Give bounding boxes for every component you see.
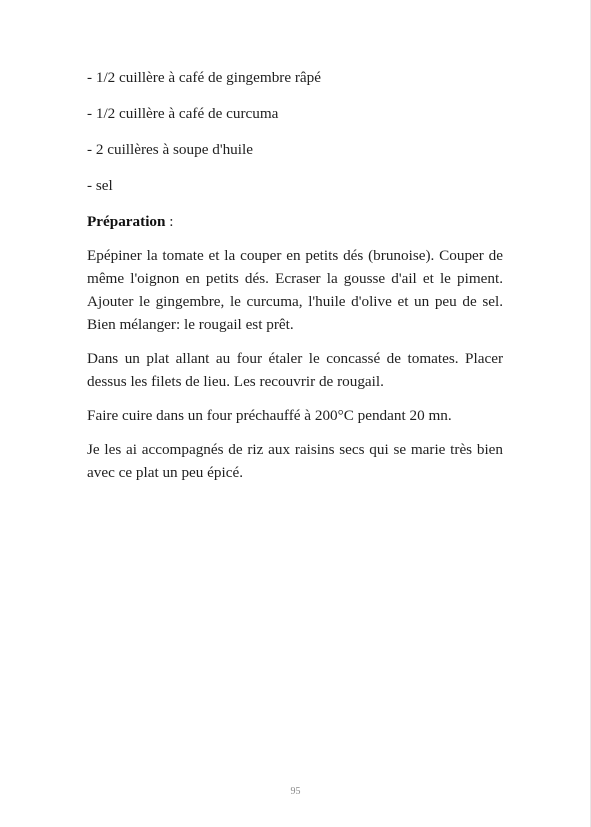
preparation-steps (87, 244, 503, 484)
ingredient-item: - sel (87, 177, 113, 194)
ingredient-list (87, 66, 503, 197)
preparation-paragraph: Epépiner la tomate et la couper en petits dés (brunoise). Couper de même l'oignon en petits dés. Ecraser la gousse d'ail et le piment. Ajouter le gingembre, le curcuma, l'huile d'olive et un peu de sel. Bien mélanger: le rougail est prêt. (87, 247, 503, 333)
preparation-paragraph: Je les ai accompagnés de riz aux raisins secs qui se marie très bien avec ce plat un peu épicé. (87, 441, 503, 481)
preparation-paragraph: Faire cuire dans un four préchauffé à 200°C pendant 20 mn. (87, 407, 452, 424)
ingredient-item: - 1/2 cuillère à café de gingembre râpé (87, 69, 322, 86)
preparation-heading (87, 210, 503, 233)
recipe-content (87, 66, 503, 495)
page-number: 95 (290, 786, 301, 797)
ingredient-item: - 2 cuillères à soupe d'huile (87, 141, 253, 158)
preparation-paragraph: Dans un plat allant au four étaler le concassé de tomates. Placer dessus les filets de lieu. Les recouvrir de rougail. (87, 350, 503, 390)
preparation-heading-colon: : (165, 213, 174, 230)
ingredient-item: - 1/2 cuillère à café de curcuma (87, 105, 279, 122)
preparation-heading-label: Préparation (87, 213, 166, 230)
